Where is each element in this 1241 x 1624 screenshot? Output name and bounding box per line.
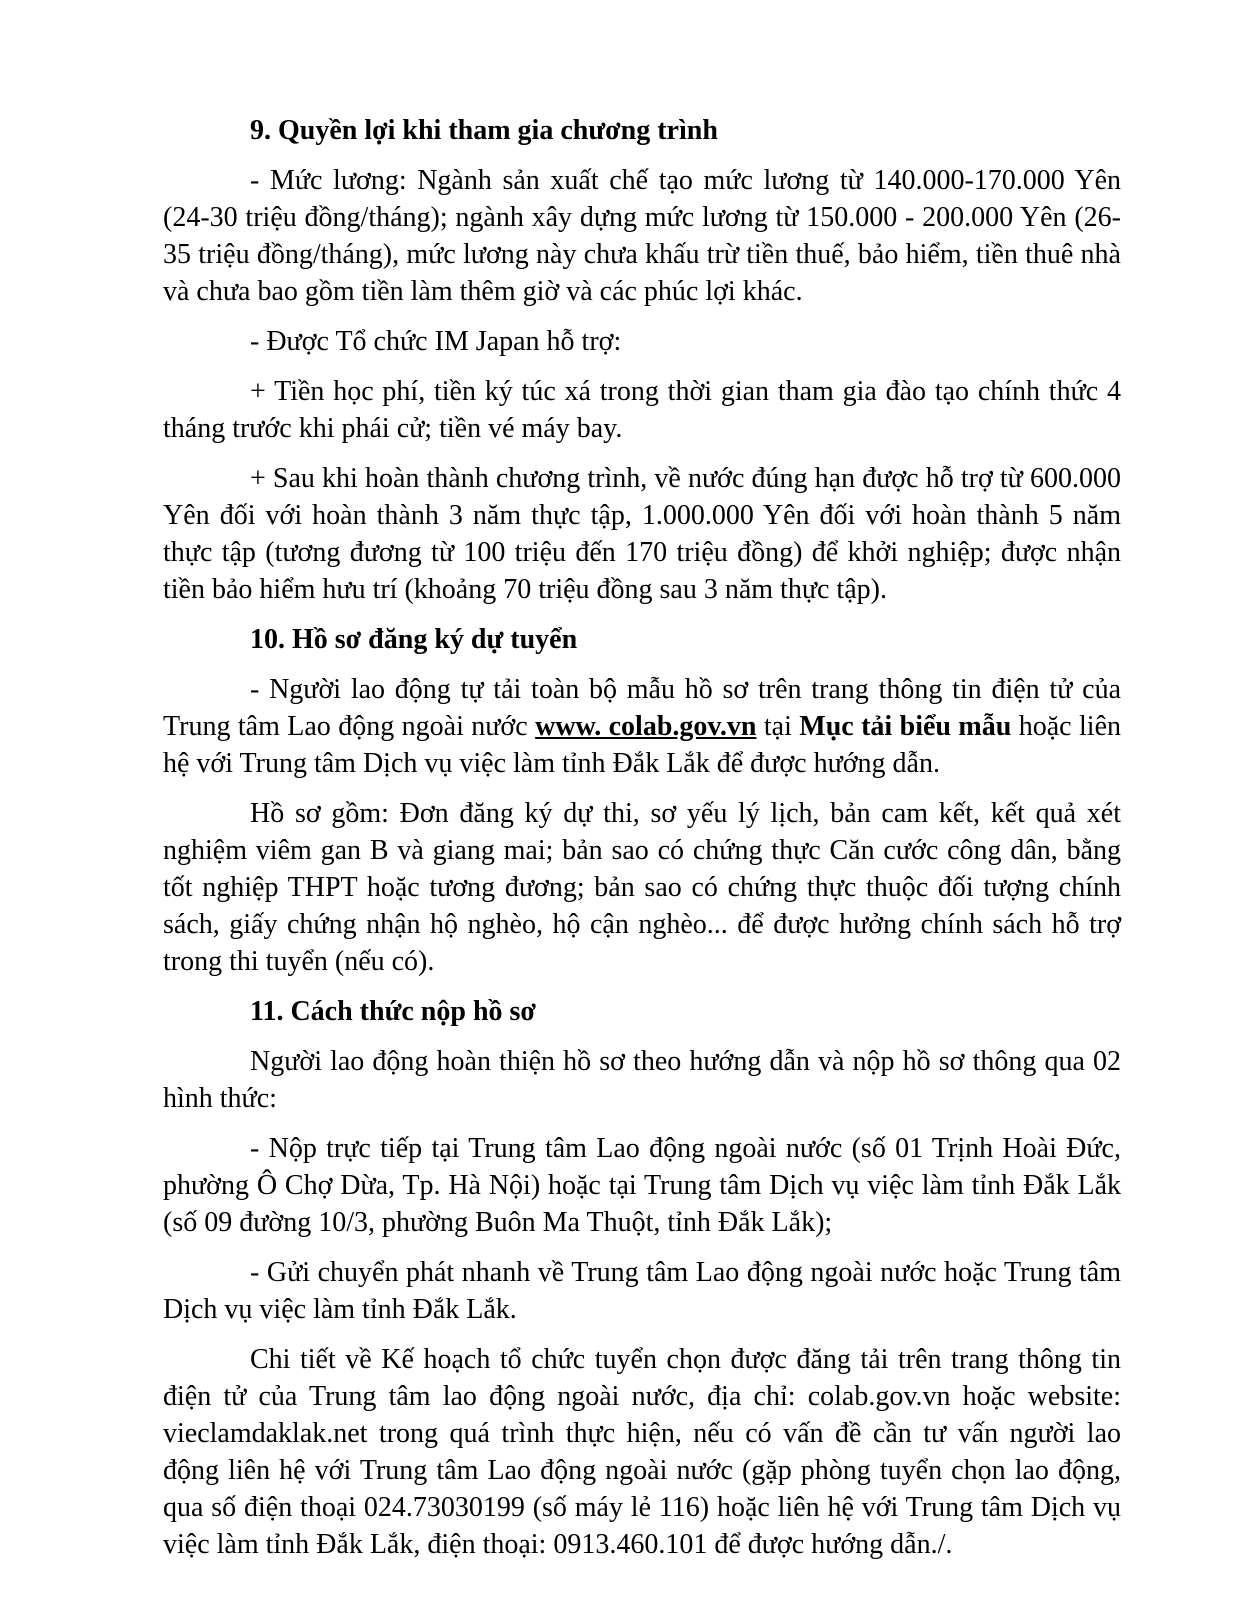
para-dossier-contents bbox=[163, 795, 1121, 980]
text-run: Chi tiết về Kế hoạch tổ chức tuyển chọn được đăng tải trên trang thông tin điện tử của Trung tâm lao động ngoài nước, địa chỉ: colab.gov.vn hoặc website: vieclamdaklak.net trong quá trình thực hiện, nếu có vấn đề cần tư vấn người lao động liên hệ với Trung tâm Lao động ngoài nước (gặp phòng tuyển chọn lao động, qua số điện thoại 024.73030199 (số máy lẻ 116) hoặc liên hệ với Trung tâm Dịch vụ việc làm tỉnh Đắk Lắk, điện thoại: 0913.460.101 để được hướng dẫn./. bbox=[163, 1344, 1121, 1560]
forms-section-label: Mục tải biểu mẫu bbox=[799, 711, 1012, 742]
heading-section-10-dossier bbox=[163, 621, 1121, 658]
text-run: - Gửi chuyển phát nhanh về Trung tâm Lao động ngoài nước hoặc Trung tâm Dịch vụ việc làm tỉnh Đắk Lắk. bbox=[163, 1257, 1121, 1325]
text-run: + Tiền học phí, tiền ký túc xá trong thời gian tham gia đào tạo chính thức 4 tháng trước khi phái cử; tiền vé máy bay. bbox=[163, 376, 1121, 444]
text-run: 10. Hồ sơ đăng ký dự tuyển bbox=[250, 624, 578, 655]
heading-section-9-benefits bbox=[163, 112, 1121, 149]
text-run: Hồ sơ gồm: Đơn đăng ký dự thi, sơ yếu lý lịch, bản cam kết, kết quả xét nghiệm viêm gan B và giang mai; bản sao có chứng thực Căn cước công dân, bằng tốt nghiệp THPT hoặc tương đương; bản sao có chứng thực thuộc đối tượng chính sách, giấy chứng nhận hộ nghèo, hộ cận nghèo... để được hưởng chính sách hỗ trợ trong thi tuyển (nếu có). bbox=[163, 798, 1121, 977]
colab-website-link[interactable]: www. colab.gov.vn bbox=[535, 711, 757, 742]
para-tuition-support bbox=[163, 373, 1121, 447]
para-download-forms bbox=[163, 671, 1121, 782]
text-run: 9. Quyền lợi khi tham gia chương trình bbox=[250, 115, 718, 146]
text-run: 11. Cách thức nộp hồ sơ bbox=[250, 996, 536, 1027]
text-run: + Sau khi hoàn thành chương trình, về nước đúng hạn được hỗ trợ từ 600.000 Yên đối với hoàn thành 3 năm thực tập, 1.000.000 Yên đối với hoàn thành 5 năm thực tập (tương đương từ 100 triệu đến 170 triệu đồng) để khởi nghiệp; được nhận tiền bảo hiểm hưu trí (khoảng 70 triệu đồng sau 3 năm thực tập). bbox=[163, 463, 1121, 605]
text-run: tại bbox=[756, 711, 800, 742]
para-salary bbox=[163, 162, 1121, 310]
text-run: Người lao động hoàn thiện hồ sơ theo hướng dẫn và nộp hồ sơ thông qua 02 hình thức: bbox=[163, 1046, 1121, 1114]
text-run: - Được Tổ chức IM Japan hỗ trợ: bbox=[250, 326, 622, 357]
heading-section-11-submission bbox=[163, 993, 1121, 1030]
para-completion-support bbox=[163, 460, 1121, 608]
text-run: hoặc liên hệ với Trung tâm Dịch vụ việc làm tỉnh Đắk Lắk để được hướng dẫn. bbox=[163, 711, 1121, 779]
para-submission-intro bbox=[163, 1043, 1121, 1117]
text-run: - Nộp trực tiếp tại Trung tâm Lao động ngoài nước (số 01 Trịnh Hoài Đức, phường Ô Chợ Dừa, Tp. Hà Nội) hoặc tại Trung tâm Dịch vụ việc làm tỉnh Đắk Lắk (số 09 đường 10/3, phường Buôn Ma Thuột, tỉnh Đắk Lắk); bbox=[163, 1133, 1121, 1238]
text-run: - Người lao động tự tải toàn bộ mẫu hồ sơ trên trang thông tin điện tử của Trung tâm Lao động ngoài nước bbox=[163, 674, 1121, 742]
para-contact-details bbox=[163, 1341, 1121, 1563]
para-im-japan-support bbox=[163, 323, 1121, 360]
document-body bbox=[163, 112, 1121, 1576]
para-submit-by-mail bbox=[163, 1254, 1121, 1328]
text-run: - Mức lương: Ngành sản xuất chế tạo mức lương từ 140.000-170.000 Yên (24-30 triệu đồng/tháng); ngành xây dựng mức lương từ 150.000 - 200.000 Yên (26-35 triệu đồng/tháng), mức lương này chưa khấu trừ tiền thuế, bảo hiểm, tiền thuê nhà và chưa bao gồm tiền làm thêm giờ và các phúc lợi khác. bbox=[163, 165, 1121, 307]
para-submit-in-person bbox=[163, 1130, 1121, 1241]
